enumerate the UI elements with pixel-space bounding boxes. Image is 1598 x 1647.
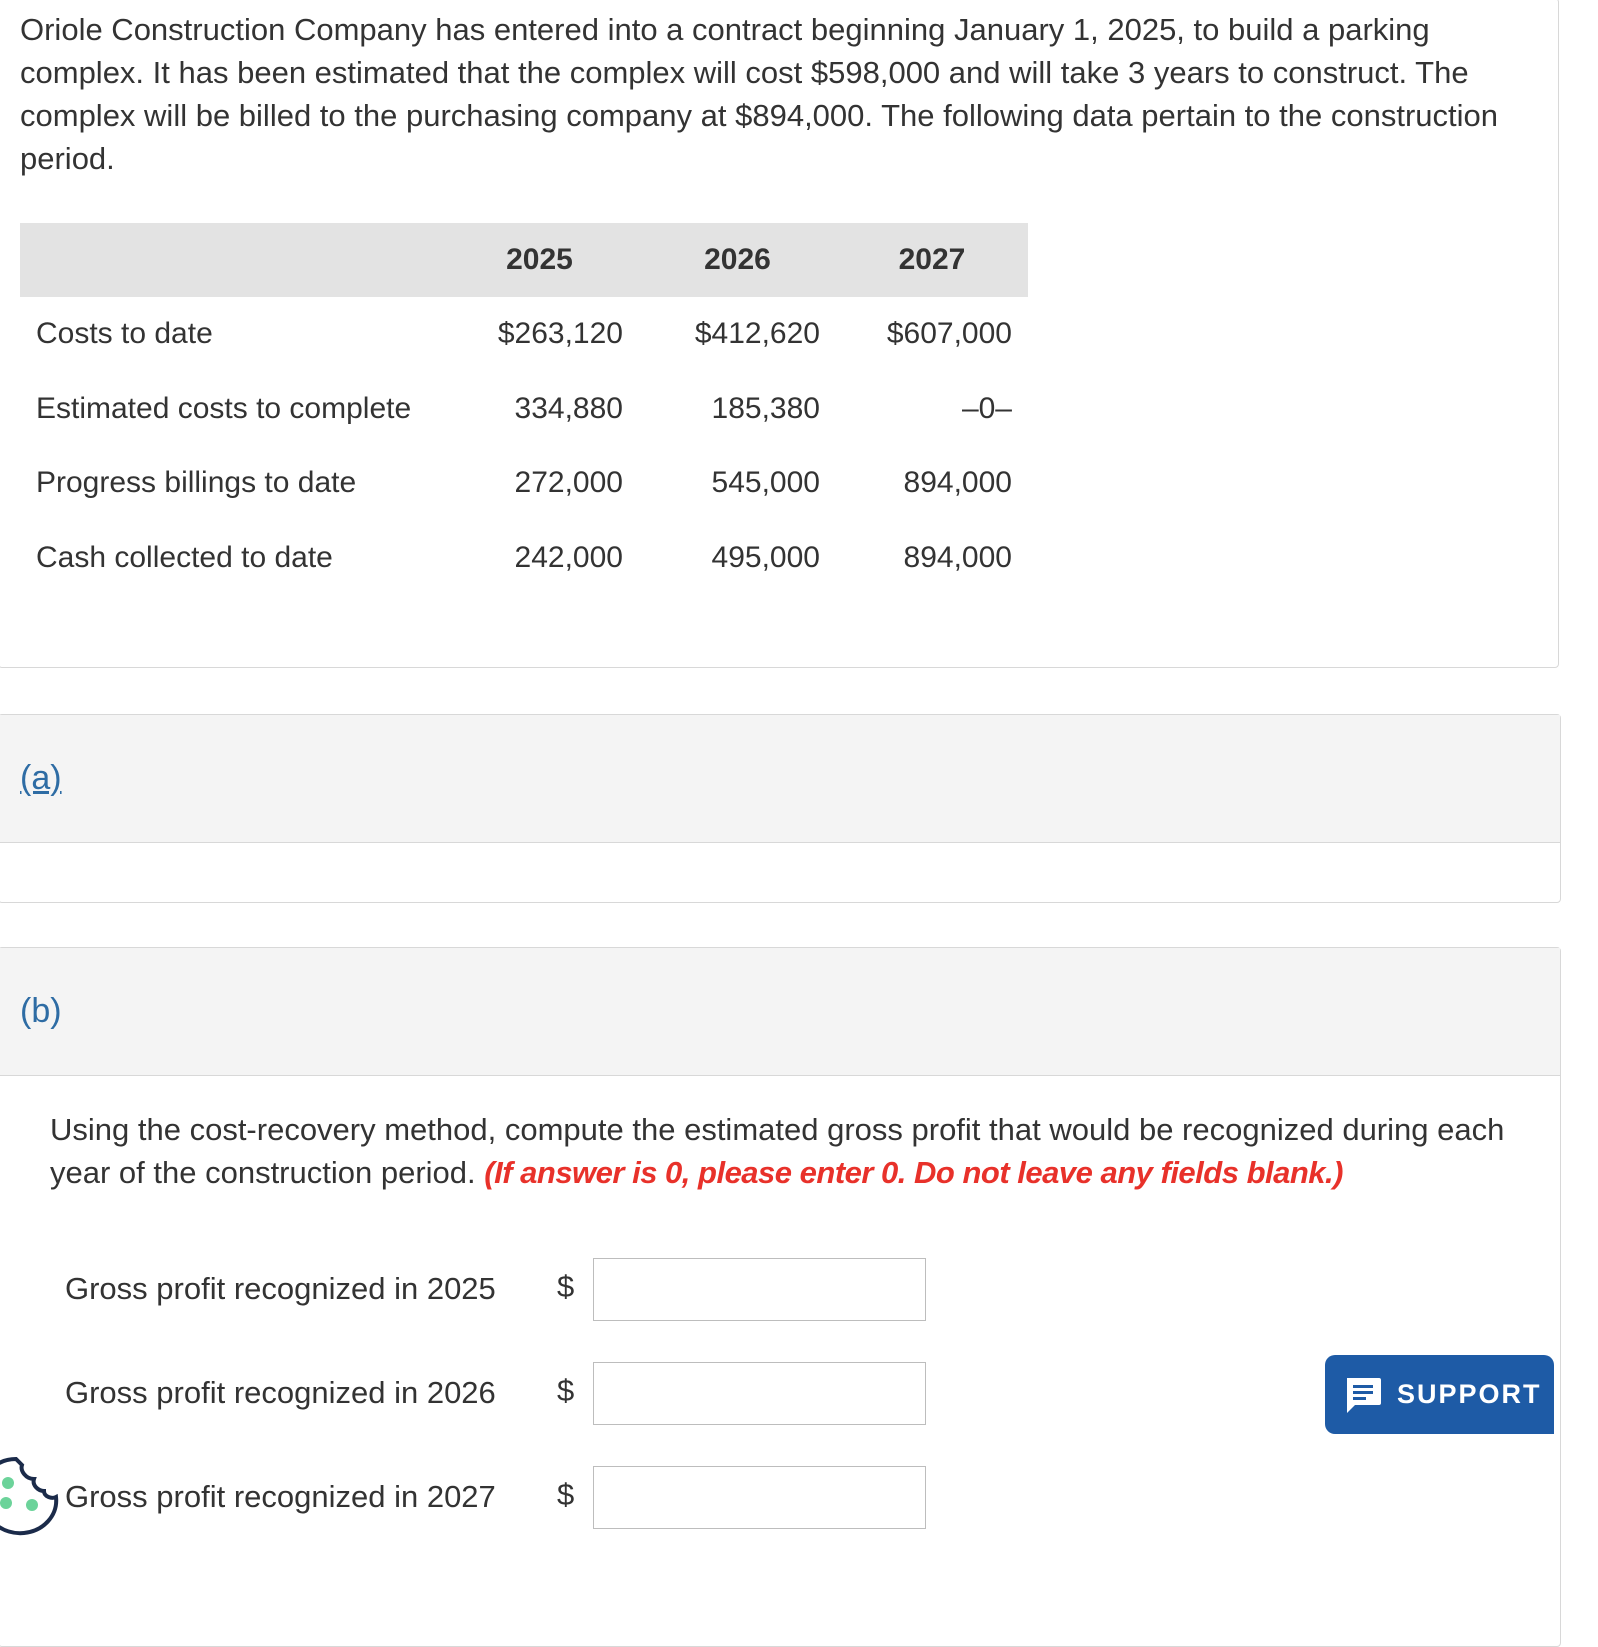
answer-label-2026: Gross profit recognized in 2026 — [65, 1375, 496, 1410]
gross-profit-2027-input[interactable] — [593, 1466, 926, 1529]
table-cell: 894,000 — [903, 540, 1012, 574]
problem-intro: Oriole Construction Company has entered into a contract beginning January 1, 2025, to build a parking complex. It has been estimated that the complex will cost $598,000 and will take 3 years to construct. The complex will be billed to the purchasing company at $894,000. The following data pertain to the construction period. — [20, 12, 1498, 176]
table-cell: –0– — [961, 391, 1012, 425]
dollar-sign: $ — [557, 1477, 575, 1512]
part-a-header[interactable] — [0, 715, 1560, 843]
dollar-sign: $ — [557, 1373, 575, 1408]
part-b-link[interactable]: (b) — [20, 992, 62, 1030]
table-cell: $263,120 — [497, 317, 623, 351]
table-header-cell: 2027 — [836, 223, 1028, 297]
table-row — [20, 521, 1028, 596]
support-label: SUPPORT — [1397, 1379, 1542, 1409]
table-cell: 495,000 — [711, 540, 820, 574]
part-b-header[interactable] — [0, 948, 1560, 1076]
row-label: Cash collected to date — [36, 540, 333, 574]
cookie-icon[interactable] — [0, 1455, 62, 1537]
table-cell: $412,620 — [694, 317, 820, 351]
table-row — [20, 446, 1028, 521]
dollar-sign: $ — [557, 1269, 575, 1304]
table-cell: 272,000 — [514, 466, 623, 500]
support-button[interactable] — [1325, 1355, 1554, 1434]
part-a-section — [0, 714, 1561, 903]
chat-icon — [1343, 1375, 1383, 1415]
answer-label-2025: Gross profit recognized in 2025 — [65, 1271, 496, 1306]
question-instruction: (If answer is 0, please enter 0. Do not leave any fields blank.) — [484, 1155, 1343, 1190]
table-cell: 894,000 — [903, 466, 1012, 500]
table-cell: 545,000 — [711, 466, 820, 500]
gross-profit-2025-input[interactable] — [593, 1258, 926, 1321]
table-cell: 185,380 — [711, 391, 820, 425]
table-cell: 242,000 — [514, 540, 623, 574]
question-text — [50, 1108, 1520, 1194]
table-row — [20, 372, 1028, 447]
table-header-cell: 2026 — [639, 223, 836, 297]
table-row — [20, 297, 1028, 372]
row-label: Costs to date — [36, 317, 213, 351]
table-header-cell — [20, 223, 440, 297]
table-cell: $607,000 — [886, 317, 1012, 351]
row-label: Estimated costs to complete — [36, 391, 412, 425]
table-header-cell: 2025 — [440, 223, 639, 297]
gross-profit-2026-input[interactable] — [593, 1362, 926, 1425]
table-cell: 334,880 — [514, 391, 623, 425]
question-body: Using the cost-recovery method, compute the estimated gross profit that would be recognized during each year of the construction period. — [50, 1112, 1505, 1190]
answer-label-2027: Gross profit recognized in 2027 — [65, 1479, 496, 1514]
part-a-link[interactable]: (a) — [20, 759, 62, 797]
row-label: Progress billings to date — [36, 466, 357, 500]
table-header-row — [20, 223, 1028, 297]
data-table — [20, 223, 1028, 595]
